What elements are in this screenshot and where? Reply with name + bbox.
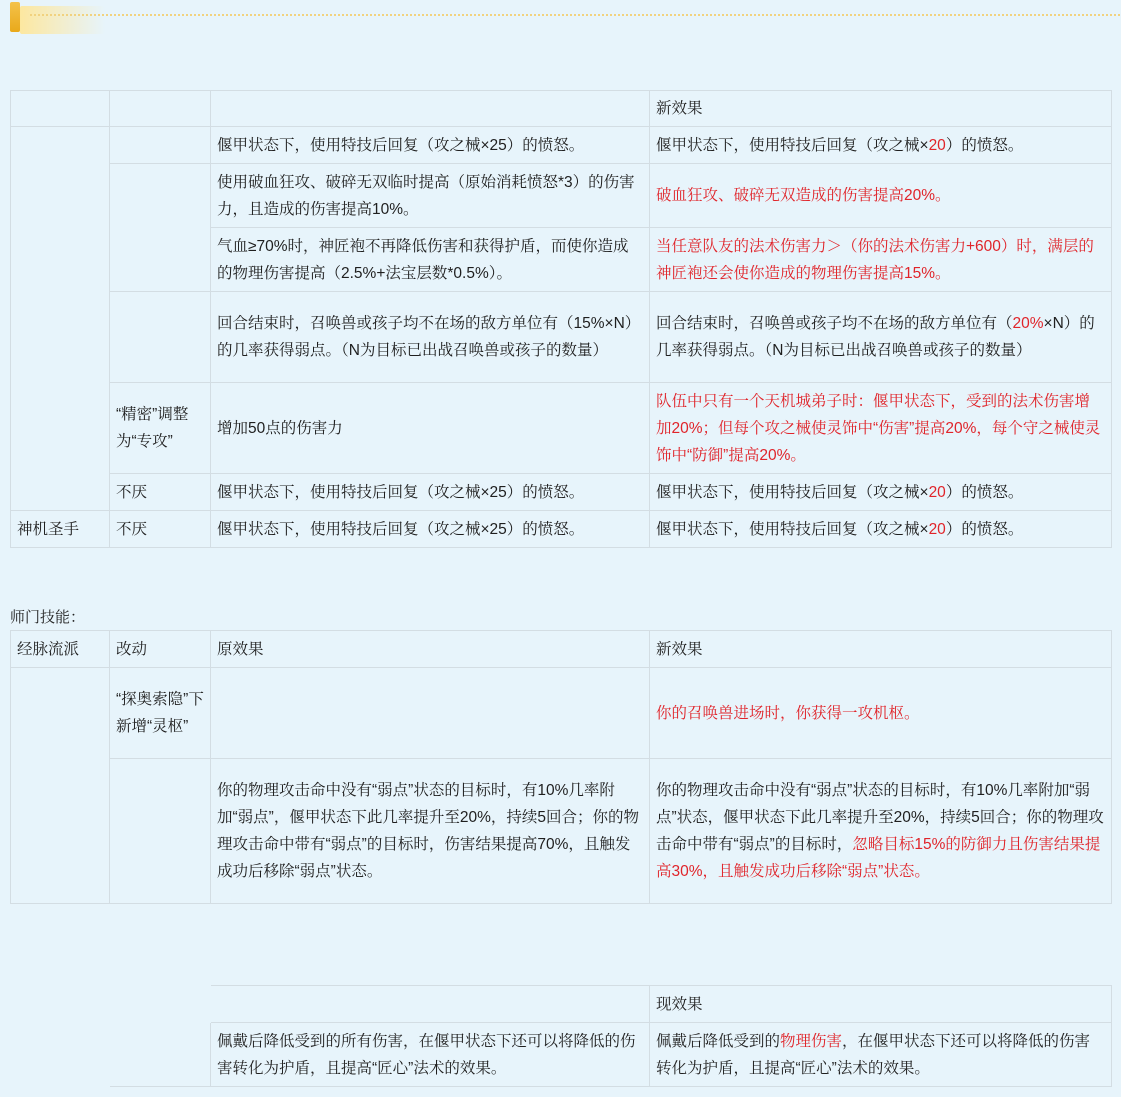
table-header-row xyxy=(11,631,1112,668)
cell-school xyxy=(11,1023,110,1087)
cell-change xyxy=(110,759,211,904)
header-cell-old xyxy=(211,986,650,1023)
cell-old-effect: 你的物理攻击命中没有“弱点”状态的目标时，有10%几率附加“弱点”，偃甲状态下此几率提升至20%，持续5回合；你的物理攻击命中带有“弱点”的目标时，伤害结果提高70%，且触发成功后移除“弱点”状态。 xyxy=(211,759,650,904)
cell-change: “精密”调整为“专攻” xyxy=(110,383,211,474)
header-cell-school xyxy=(11,91,110,127)
table-row xyxy=(11,474,1112,511)
cell-change: 不厌 xyxy=(110,474,211,511)
header-cell-new: 现效果 xyxy=(650,986,1112,1023)
table-equipment-changes xyxy=(10,90,1112,548)
cell-old-effect: 偃甲状态下，使用特技后回复（攻之械×25）的愤怒。 xyxy=(211,511,650,548)
cell-new-effect: 偃甲状态下，使用特技后回复（攻之械×20）的愤怒。 xyxy=(650,474,1112,511)
cell-new-effect: 你的召唤兽进场时，你获得一攻机枢。 xyxy=(650,668,1112,759)
header-cell-change xyxy=(110,986,211,1023)
table-row xyxy=(11,292,1112,383)
cell-change: “探奥索隐”下新增“灵枢” xyxy=(110,668,211,759)
cell-old-effect: 气血≥70%时，神匠袍不再降低伤害和获得护盾，而使你造成的物理伤害提高（2.5%+法宝层数*0.5%）。 xyxy=(211,228,650,292)
header-cell-change: 改动 xyxy=(110,631,211,668)
cell-old-effect xyxy=(211,668,650,759)
cell-change: 不厌 xyxy=(110,511,211,548)
cell-new-effect: 队伍中只有一个天机城弟子时：偃甲状态下，受到的法术伤害增加20%；但每个攻之械使灵饰中“伤害”提高20%，每个守之械使灵饰中“防御”提高20%。 xyxy=(650,383,1112,474)
table-row xyxy=(11,383,1112,474)
header-cell-change xyxy=(110,91,211,127)
cell-new-effect: 偃甲状态下，使用特技后回复（攻之械×20）的愤怒。 xyxy=(650,127,1112,164)
cell-new-effect: 当任意队友的法术伤害力＞（你的法术伤害力+600）时，满层的神匠袍还会使你造成的物理伤害提高15%。 xyxy=(650,228,1112,292)
cell-new-effect: 佩戴后降低受到的物理伤害，在偃甲状态下还可以将降低的伤害转化为护盾，且提高“匠心”法术的效果。 xyxy=(650,1023,1112,1087)
header-cell-old: 原效果 xyxy=(211,631,650,668)
cell-new-effect: 破血狂攻、破碎无双造成的伤害提高20%。 xyxy=(650,164,1112,228)
cell-school: 神机圣手 xyxy=(11,511,110,548)
banner-dotted-divider xyxy=(30,14,1120,16)
section-banner xyxy=(0,0,1121,40)
header-cell-old xyxy=(211,91,650,127)
header-cell-school: 经脉流派 xyxy=(11,631,110,668)
cell-change xyxy=(110,164,211,292)
cell-old-effect: 回合结束时，召唤兽或孩子均不在场的敌方单位有（15%×N）的几率获得弱点。（N为目标已出战召唤兽或孩子的数量） xyxy=(211,292,650,383)
cell-new-effect: 回合结束时，召唤兽或孩子均不在场的敌方单位有（20%×N）的几率获得弱点。（N为目标已出战召唤兽或孩子的数量） xyxy=(650,292,1112,383)
cell-old-effect: 使用破血狂攻、破碎无双临时提高（原始消耗愤怒*3）的伤害力，且造成的伤害提高10%。 xyxy=(211,164,650,228)
cell-school xyxy=(11,127,110,511)
cell-change xyxy=(110,292,211,383)
cell-old-effect: 偃甲状态下，使用特技后回复（攻之械×25）的愤怒。 xyxy=(211,474,650,511)
header-cell-school xyxy=(11,986,110,1023)
cell-change xyxy=(110,127,211,164)
section-title-school-skills: 师门技能： xyxy=(10,609,86,626)
cell-old-effect: 佩戴后降低受到的所有伤害，在偃甲状态下还可以将降低的伤害转化为护盾，且提高“匠心”法术的效果。 xyxy=(211,1023,650,1087)
header-cell-new: 新效果 xyxy=(650,631,1112,668)
table-row xyxy=(11,1023,1112,1087)
header-cell-new: 新效果 xyxy=(650,91,1112,127)
table-equipment-effect-changes xyxy=(10,985,1112,1087)
cell-new-effect: 偃甲状态下，使用特技后回复（攻之械×20）的愤怒。 xyxy=(650,511,1112,548)
table-row xyxy=(11,127,1112,164)
table-header-row xyxy=(11,91,1112,127)
cell-old-effect: 增加50点的伤害力 xyxy=(211,383,650,474)
cell-school xyxy=(11,668,110,904)
table-row xyxy=(11,668,1112,759)
cell-old-effect: 偃甲状态下，使用特技后回复（攻之械×25）的愤怒。 xyxy=(211,127,650,164)
table-school-skill-changes xyxy=(10,630,1112,904)
banner-highlight xyxy=(20,6,105,34)
cell-new-effect: 你的物理攻击命中没有“弱点”状态的目标时，有10%几率附加“弱点”状态，偃甲状态下此几率提升至20%，持续5回合；你的物理攻击命中带有“弱点”的目标时，忽略目标15%的防御力且伤害结果提高30%，且触发成功后移除“弱点”状态。 xyxy=(650,759,1112,904)
table-row xyxy=(11,511,1112,548)
banner-marker-icon xyxy=(10,2,20,32)
table-row xyxy=(11,164,1112,228)
table-header-row xyxy=(11,986,1112,1023)
cell-change xyxy=(110,1023,211,1087)
table-row xyxy=(11,759,1112,904)
